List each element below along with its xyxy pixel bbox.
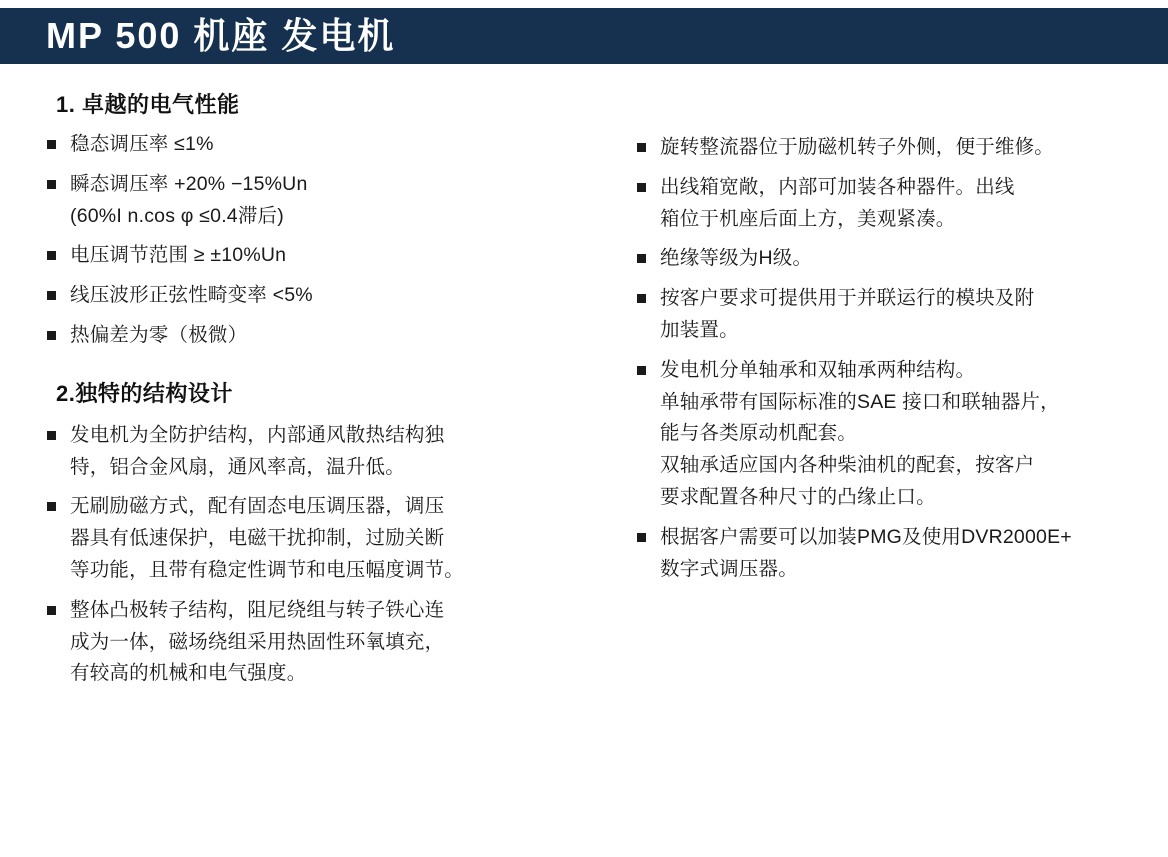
list-item [636, 283, 1144, 346]
list-item-line: 能与各类原动机配套。 [660, 422, 858, 445]
bullet-square-icon [637, 254, 646, 263]
list-item-line: 旋转整流器位于励磁机转子外侧，便于维修。 [660, 136, 1055, 158]
list-item-line: 箱位于机座后面上方，美观紧凑。 [660, 207, 956, 230]
list-item [46, 595, 588, 689]
additional-feature-list [636, 132, 1144, 584]
right-column [600, 80, 1168, 840]
list-item-line: 发电机分单轴承和双轴承两种结构。 [660, 358, 976, 381]
list-item-line: 等功能，且带有稳定性调节和电压幅度调节。 [70, 558, 465, 581]
list-item-line: 加装置。 [660, 318, 739, 341]
content-columns [0, 80, 1168, 840]
list-item-line: 发电机为全防护结构，内部通风散热结构独 [70, 423, 445, 446]
list-item [636, 243, 1144, 274]
list-item-line: 要求配置各种尺寸的凸缘止口。 [660, 485, 936, 508]
bullet-square-icon [47, 140, 56, 149]
electrical-feature-list [46, 129, 588, 351]
list-item [46, 169, 588, 232]
section-heading-structure: 2.独特的结构设计 [56, 380, 233, 406]
list-item-line: 成为一体，磁场绕组采用热固性环氧填充， [70, 630, 445, 653]
list-item-line: 稳态调压率 ≤1% [70, 133, 214, 155]
list-item [46, 280, 588, 311]
bullet-square-icon [47, 606, 56, 615]
list-item-line: 双轴承适应国内各种柴油机的配套，按客户 [660, 454, 1035, 477]
list-item [636, 172, 1144, 235]
list-item-line: 数字式调压器。 [660, 557, 798, 580]
list-item-line: 按客户要求可提供用于并联运行的模块及附 [660, 287, 1035, 310]
bullet-square-icon [637, 143, 646, 152]
bullet-square-icon [637, 183, 646, 192]
list-item [636, 522, 1144, 585]
bullet-square-icon [637, 294, 646, 303]
list-item-line: 特，铝合金风扇，通风率高，温升低。 [70, 455, 405, 478]
list-item-line: 线压波形正弦性畸变率 <5% [70, 284, 313, 307]
page-title: MP 500 机座 发电机 [46, 15, 396, 56]
list-item-line: 根据客户需要可以加装PMG及使用DVR2000E+ [660, 525, 1072, 548]
list-item [46, 320, 588, 351]
list-item-line: 有较高的机械和电气强度。 [70, 662, 307, 685]
list-item-line: 出线箱宽敞，内部可加装各种器件。出线 [660, 175, 1015, 198]
list-item-line: 器具有低速保护，电磁干扰抑制，过励关断 [70, 527, 445, 550]
list-item-line: 绝缘等级为H级。 [660, 247, 813, 270]
bullet-square-icon [637, 533, 646, 542]
list-item-line: 热偏差为零（极微） [70, 323, 248, 346]
list-item-line: 无刷励磁方式，配有固态电压调压器，调压 [70, 495, 445, 518]
list-item-line: 单轴承带有国际标准的SAE 接口和联轴器片， [660, 390, 1060, 413]
list-item [636, 132, 1144, 163]
left-column [0, 80, 600, 840]
title-bar-left-spacer [0, 8, 46, 64]
list-item [46, 420, 588, 483]
bullet-square-icon [47, 331, 56, 340]
bullet-square-icon [47, 502, 56, 511]
list-item [46, 129, 588, 160]
bullet-square-icon [637, 366, 646, 375]
list-item-line: 瞬态调压率 +20% −15%Un [70, 172, 308, 195]
structure-feature-list [46, 420, 588, 689]
bullet-square-icon [47, 291, 56, 300]
bullet-square-icon [47, 180, 56, 189]
list-item [46, 240, 588, 271]
list-item-line: 电压调节范围 ≥ ±10%Un [70, 244, 287, 267]
list-item-line: (60%I n.cos φ ≤0.4滞后) [70, 204, 284, 227]
list-item-line: 整体凸极转子结构，阻尼绕组与转子铁心连 [70, 598, 445, 621]
list-item [636, 355, 1144, 513]
title-bar [0, 8, 1168, 64]
bullet-square-icon [47, 251, 56, 260]
section-heading-electrical: 1. 卓越的电气性能 [56, 92, 240, 117]
list-item [46, 491, 588, 585]
bullet-square-icon [47, 431, 56, 440]
